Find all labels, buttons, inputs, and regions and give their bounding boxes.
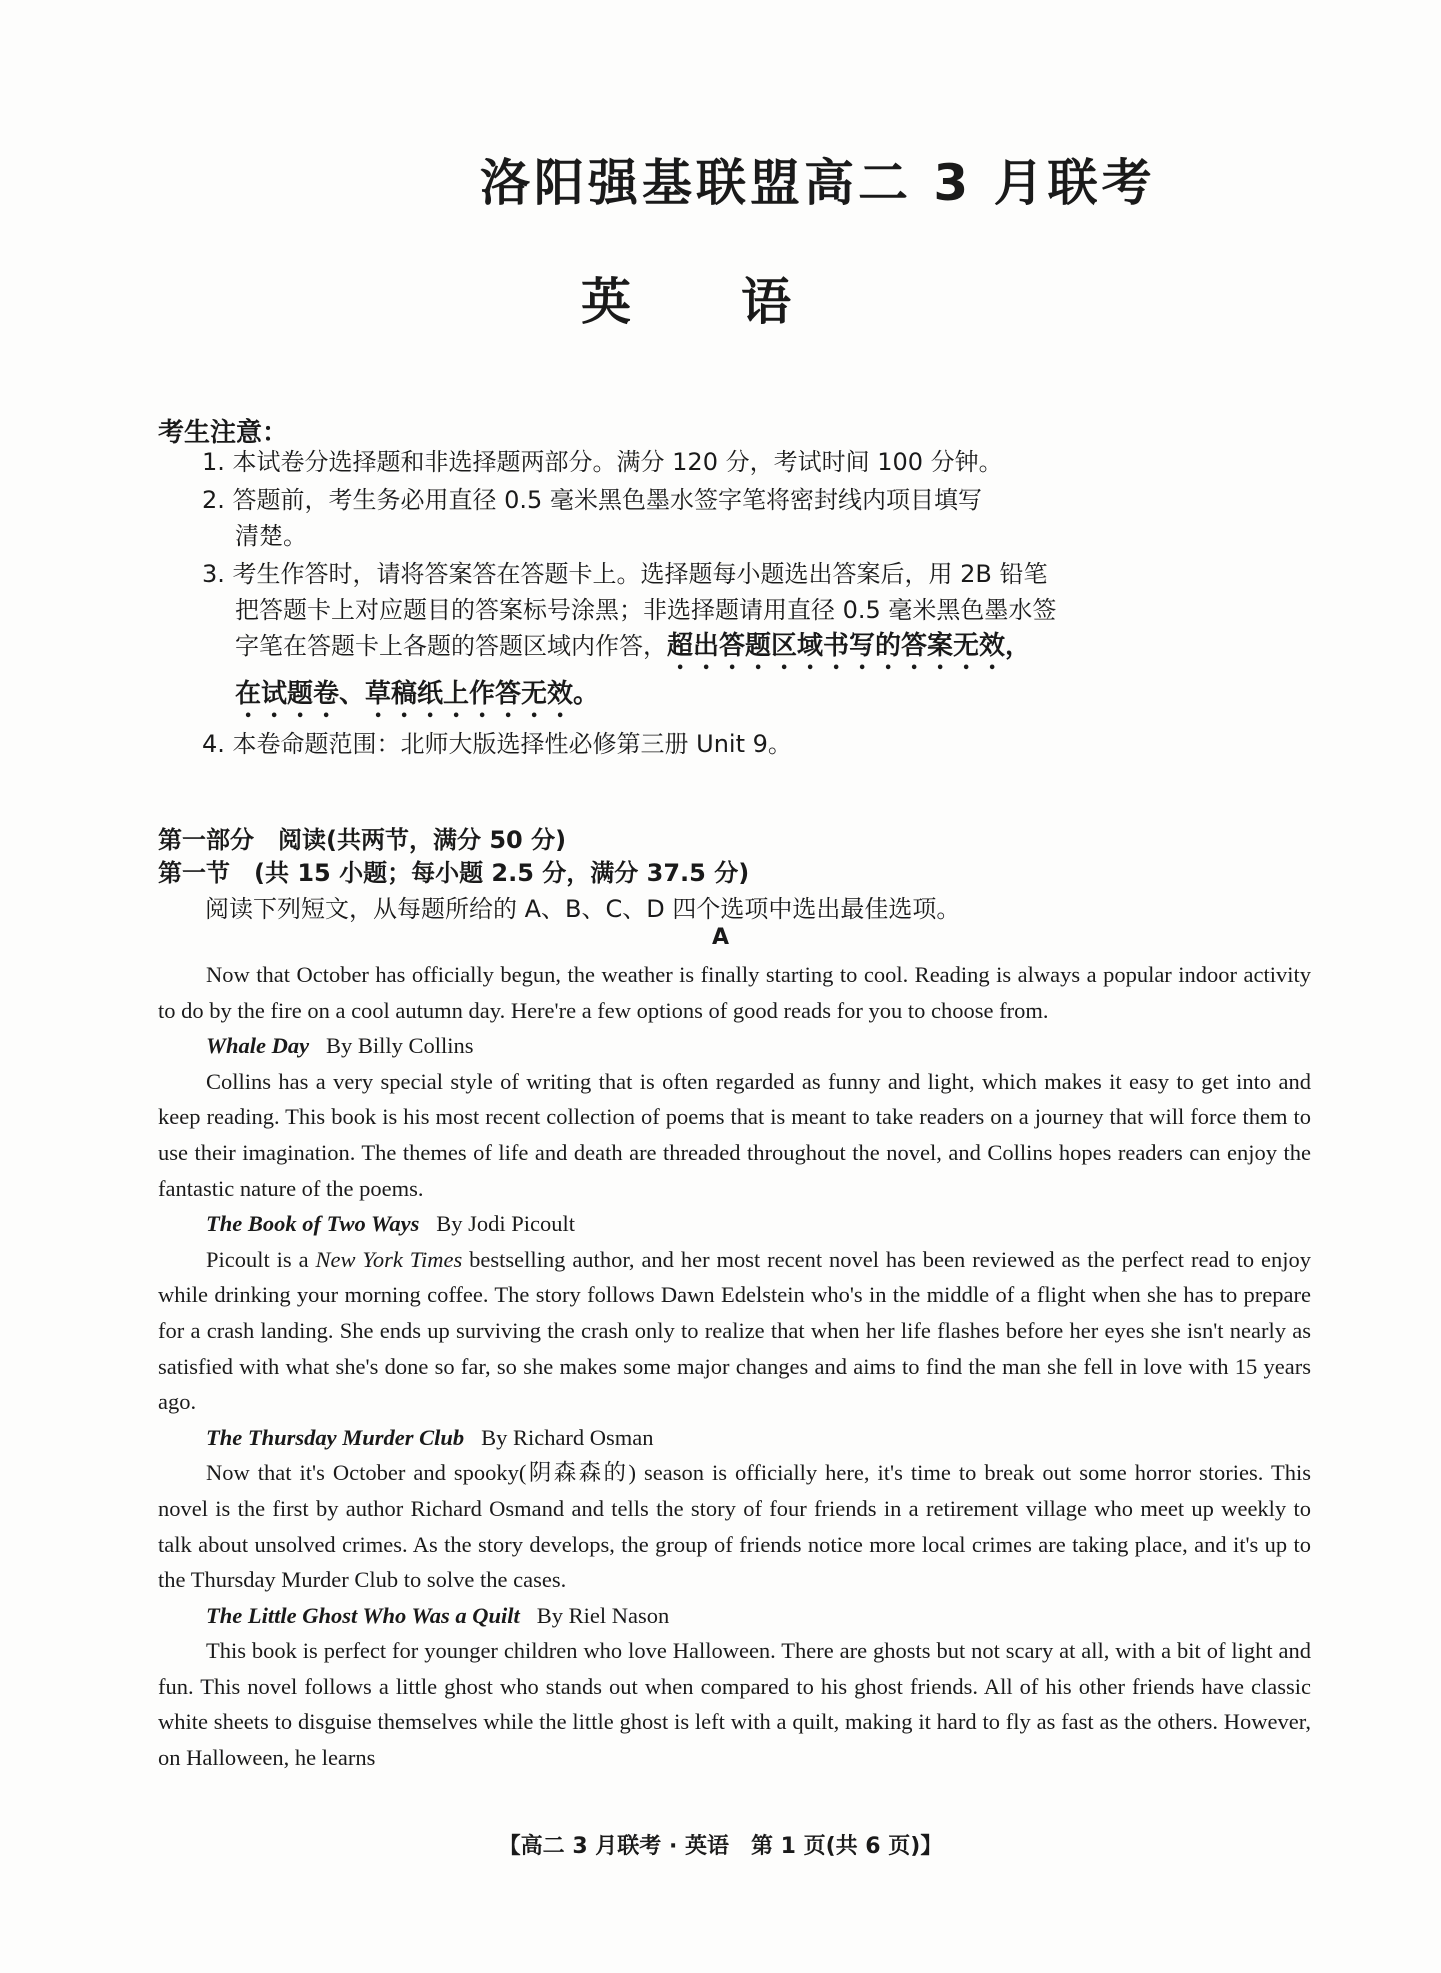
book-author: By Richard Osman [481,1424,654,1450]
notice-item-3-line-3 [202,628,1102,676]
book-author: By Riel Nason [536,1602,670,1628]
book-description-2-part-2: bestselling author, and her most recent novel has been reviewed as the perfect read to enjoy while drinking your morning coffee. The story follows Dawn Edelstein who's in the middle of a flight when she has to prepare for a crash landing. She ends up surviving the crash only to realize that when her life flashes before her eyes she isn't nearly as satisfied with what she's done so far, so she makes some major changes and aims to find the man she fell in love with 15 years ago. [158,1246,1311,1415]
section-one-heading: 第一节 (共 15 小题；每小题 2.5 分，满分 37.5 分) [158,859,750,887]
book-description-4: This book is perfect for younger children who love Halloween. There are ghosts but not scary at all, with a bit of light and fun. This novel follows a little ghost who stands out when compared to his ghost friends. All of his other friends have classic white sheets to disguise themselves while the little ghost is left with a quilt, making it hard to fly as fast as the others. However, on Halloween, he learns [158,1638,1311,1771]
reading-instruction: 阅读下列短文，从每题所给的 A、B、C、D 四个选项中选出最佳选项。 [205,895,961,923]
book-heading-4 [158,1598,1311,1634]
book-description-2-part-1: Picoult is a [206,1246,316,1272]
notice-item-3-line-4 [202,676,1102,724]
book-heading-2 [158,1206,1311,1242]
passage-a [158,957,1311,1776]
book-title: The Book of Two Ways [206,1211,420,1237]
book-author: By Billy Collins [326,1033,474,1059]
page-footer: 【高二 3 月联考 · 英语 第 1 页(共 6 页)】 [498,1834,943,1859]
notice-item-1: 1. 本试卷分选择题和非选择题两部分。满分 120 分，考试时间 100 分钟。 [202,448,1003,476]
notice-item-2-line-2: 清楚。 [235,522,307,550]
notice-heading: 考生注意： [158,418,289,448]
newspaper-name: New York Times [315,1246,463,1272]
subject-title: 英语 [581,273,901,331]
book-description-1: Collins has a very special style of writing that is often regarded as funny and light, which makes it easy to get into and keep reading. This book is his most recent collection of poems that is meant to take readers on a journey that will force them to use their imagination. The themes of life and death are threaded throughout the novel, and Collins hopes readers can enjoy the fantastic nature of the poems. [158,1068,1311,1201]
book-description-2 [158,1242,1311,1420]
notice-list [202,444,1102,764]
book-heading-1 [158,1028,1311,1064]
passage-letter: A [711,925,730,950]
notice-item-3 [202,556,1102,724]
notice-item-2-line-1: 2. 答题前，考生务必用直径 0.5 毫米黑色墨水签字笔将密封线内项目填写 [202,486,982,514]
notice-item-4: 4. 本卷命题范围：北师大版选择性必修第三册 Unit 9。 [202,730,792,758]
book-heading-3 [158,1420,1311,1456]
part-one-heading: 第一部分 阅读(共两节，满分 50 分) [158,826,567,854]
book-title: Whale Day [206,1033,310,1059]
book-title: The Little Ghost Who Was a Quilt [206,1602,520,1628]
book-description-3: Now that it's October and spooky(阴森森的) season is officially here, it's time to break out some horror stories. This novel is the first by author Richard Osmand and tells the story of four friends in a retirement village who meet up weekly to talk about unsolved crimes. As the story develops, the group of friends notice more local crimes are taking place, and it's up to the Thursday Murder Club to solve the cases. [158,1460,1311,1593]
notice-item-3-text: 字笔在答题卡上各题的答题区域内作答， [235,632,667,660]
book-author: By Jodi Picoult [436,1211,575,1237]
exam-title: 洛阳强基联盟高二 3 月联考 [480,154,1156,212]
notice-item-3-line-2: 把答题卡上对应题目的答案标号涂黑；非选择题请用直径 0.5 毫米黑色墨水签 [235,596,1057,624]
book-title: The Thursday Murder Club [206,1424,465,1450]
passage-intro: Now that October has officially begun, the weather is finally starting to cool. Reading is always a popular indoor activity to do by the fire on a cool autumn day. Here're a few options of good reads for you to choose from. [158,962,1311,1023]
notice-item-3-emphasis-2: 在试题卷、草稿纸上作答无效。 [235,679,600,709]
notice-item-3-emphasis-1: 超出答题区域书写的答案无效， [667,631,1032,661]
notice-item-2 [202,482,1102,554]
notice-item-3-line-1: 3. 考生作答时，请将答案答在答题卡上。选择题每小题选出答案后，用 2B 铅笔 [202,560,1048,588]
